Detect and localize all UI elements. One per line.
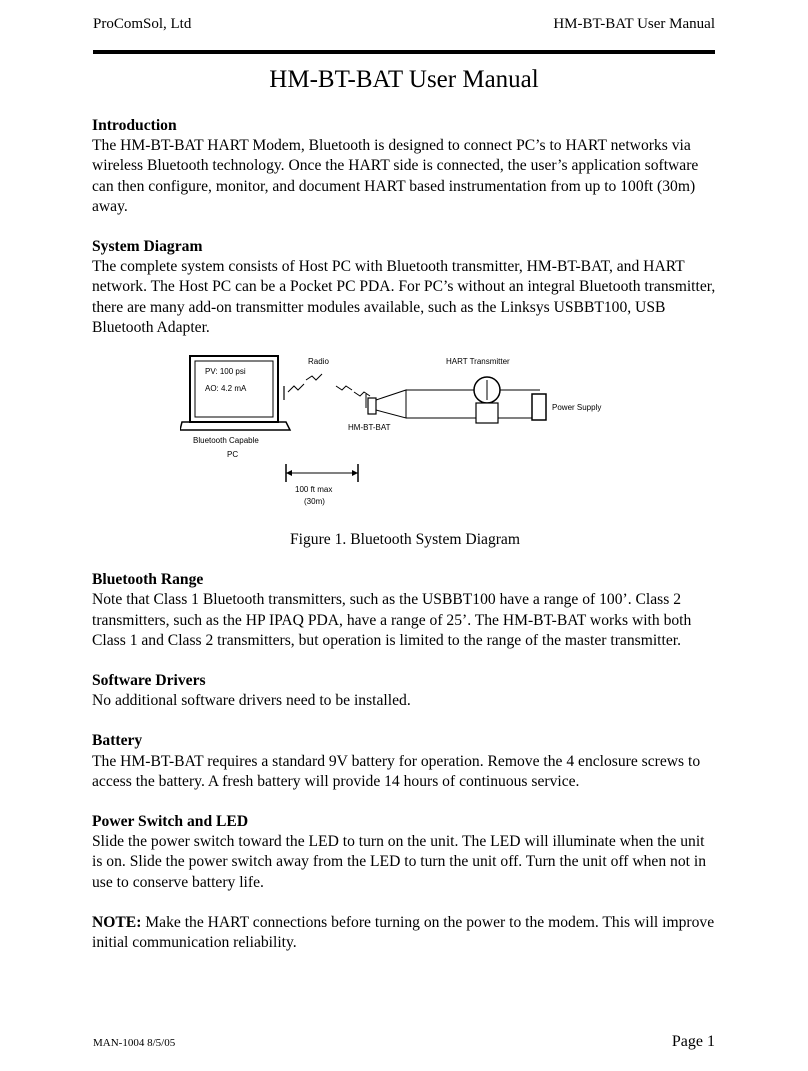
section-power-switch — [92, 812, 718, 893]
footer-doc-id: MAN-1004 8/5/05 — [93, 1037, 176, 1049]
power-supply-icon — [532, 394, 546, 420]
range-label-line1: 100 ft max — [295, 485, 333, 495]
section-body: Note that Class 1 Bluetooth transmitters, such as the USBBT100 have a range of 100’. Class 2 transmitters, such as the HP IPAQ PDA, have a range of 25’. The HM-BT-BAT works with both Class 1 and Class 2 transmitters, but operation is limited to the range of the master transmitter. — [92, 591, 692, 649]
header-company: ProComSol, Ltd — [93, 16, 192, 32]
page-title: HM-BT-BAT User Manual — [269, 66, 539, 93]
transmitter-housing — [476, 403, 498, 423]
range-arrow-left — [286, 470, 292, 476]
range-label-line2: (30m) — [304, 497, 325, 507]
note-text: Make the HART connections before turning on the power to the modem. This will improve initial communication reliability. — [92, 913, 715, 952]
hart-transmitter-label: HART Transmitter — [446, 357, 510, 367]
bluetooth-system-diagram — [92, 346, 718, 516]
range-arrow-right — [352, 470, 358, 476]
section-body: The HM-BT-BAT requires a standard 9V battery for operation. Remove the 4 enclosure screws to access the battery. A fresh battery will provide 14 hours of continuous service. — [92, 752, 701, 790]
section-heading: Battery — [92, 732, 143, 750]
footer-page-number: Page 1 — [671, 1033, 715, 1050]
section-body: The HM-BT-BAT HART Modem, Bluetooth is designed to connect PC’s to HART networks via wireless Bluetooth technology. Once the HART side is connected, the user’s application software can then configure, monitor, and document HART based instrumentation from up to 100ft (30m) away. — [92, 137, 699, 215]
modem-cable — [376, 390, 406, 418]
section-battery — [92, 731, 718, 792]
ao-readout: AO: 4.2 mA — [205, 384, 247, 394]
pc-label-line1: Bluetooth Capable — [193, 436, 259, 446]
section-introduction — [92, 116, 718, 217]
section-system-diagram — [92, 237, 718, 338]
section-software-drivers — [92, 671, 718, 711]
modem-label: HM-BT-BAT — [348, 423, 391, 433]
section-body: Slide the power switch toward the LED to turn on the unit. The LED will illuminate when the unit is on. Slide the power switch away from the LED to turn the unit off. Turn the unit off when not in use to conserve battery life. — [92, 833, 707, 891]
section-body: No additional software drivers need to be installed. — [92, 692, 411, 710]
radio-wave-icon — [306, 374, 322, 380]
section-bluetooth-range — [92, 570, 718, 651]
header-rule — [93, 50, 715, 54]
section-heading: System Diagram — [92, 238, 203, 256]
section-heading: Introduction — [92, 117, 177, 134]
figure-caption: Figure 1. Bluetooth System Diagram — [290, 531, 520, 549]
modem-body — [368, 398, 376, 414]
section-heading: Power Switch and LED — [92, 813, 249, 831]
pv-readout: PV: 100 psi — [205, 367, 246, 377]
power-supply-label: Power Supply — [552, 403, 602, 413]
pc-base — [180, 422, 290, 430]
document-body — [92, 116, 718, 973]
radio-wave-icon — [354, 392, 370, 396]
section-heading: Bluetooth Range — [92, 571, 204, 589]
note-paragraph — [92, 913, 718, 953]
section-heading: Software Drivers — [92, 672, 206, 690]
radio-wave-icon — [288, 384, 304, 392]
radio-label: Radio — [308, 357, 329, 367]
header-manual-name: HM-BT-BAT User Manual — [553, 16, 715, 32]
radio-wave-icon — [336, 386, 352, 390]
pc-label-line2: PC — [227, 450, 239, 460]
section-body: The complete system consists of Host PC with Bluetooth transmitter, HM-BT-BAT, and HART network. The Host PC can be a Pocket PC PDA. For PC’s without an integral Bluetooth transmitter, there are many add-on transmitter modules available, such as the Linksys USBBT100, USB Bluetooth Adapter. — [92, 258, 716, 336]
note-label: NOTE: — [92, 913, 142, 931]
